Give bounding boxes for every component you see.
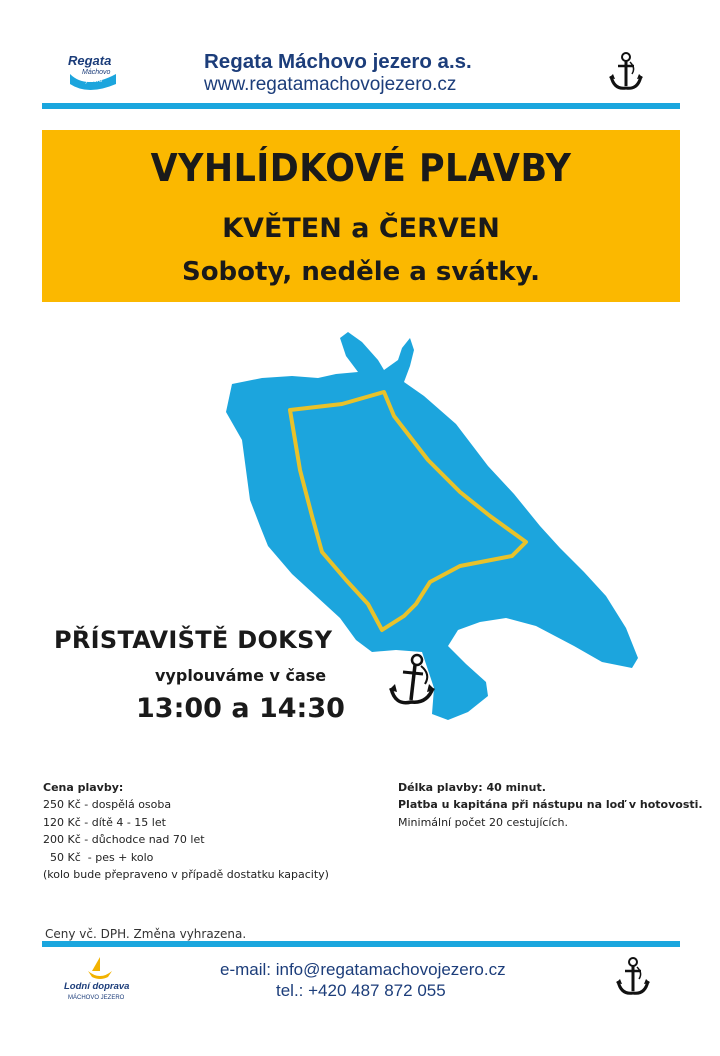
season-months: KVĚTEN a ČERVEN xyxy=(222,213,500,244)
minimum-passengers: Minimální počet 20 cestujících. xyxy=(398,815,569,829)
price-row: 120 Kč - dítě 4 - 15 let xyxy=(43,815,166,829)
anchor-icon xyxy=(613,955,653,999)
vat-note: Ceny vč. DPH. Změna vyhrazena. xyxy=(45,927,247,941)
price-row: 200 Kč - důchodce nad 70 let xyxy=(43,833,205,847)
regata-logo xyxy=(62,50,124,94)
anchor-icon xyxy=(387,652,439,712)
sailing-days: Soboty, neděle a svátky. xyxy=(181,257,541,287)
footer-divider xyxy=(42,941,680,947)
regata-logo-text: Regata xyxy=(68,53,112,68)
payment-info: Platba u kapitána při nástupu na loď v hotovosti. xyxy=(398,798,703,812)
anchor-icon xyxy=(606,50,646,94)
company-name: Regata Máchovo jezero a.s. xyxy=(204,50,472,73)
duration: Délka plavby: 40 minut. xyxy=(398,781,546,794)
dock-name: PŘÍSTAVIŠTĚ DOKSY xyxy=(54,626,333,654)
price-row: (kolo bude přepraveno v případě dostatku kapacity) xyxy=(43,868,329,882)
lodni-doprava-logo xyxy=(58,955,142,1005)
price-list xyxy=(43,779,329,883)
price-heading: Cena plavby: xyxy=(43,781,124,794)
contact-phone[interactable]: tel.: +420 487 872 055 xyxy=(276,981,446,1000)
company-website[interactable]: www.regatamachovojezero.cz xyxy=(204,74,457,95)
price-row: 250 Kč - dospělá osoba xyxy=(43,798,172,812)
lake-map xyxy=(0,320,720,740)
departure-label: vyplouváme v čase xyxy=(155,666,327,685)
regata-logo-sub2: jezero xyxy=(86,78,103,84)
price-row: 50 Kč - pes + kolo xyxy=(43,850,154,864)
page-title: VYHLÍDKOVÉ PLAVBY xyxy=(150,146,572,190)
cruise-details xyxy=(398,779,703,831)
lodni-logo-text: Lodní doprava xyxy=(64,981,130,992)
contact-email[interactable]: e-mail: info@regatamachovojezero.cz xyxy=(220,960,506,979)
departure-times: 13:00 a 14:30 xyxy=(136,693,345,724)
title-banner xyxy=(42,130,680,302)
regata-logo-sub1: Máchovo xyxy=(82,69,111,76)
header-divider xyxy=(42,103,680,109)
lodni-logo-sub: MÁCHOVO JEZERO xyxy=(68,995,125,1001)
